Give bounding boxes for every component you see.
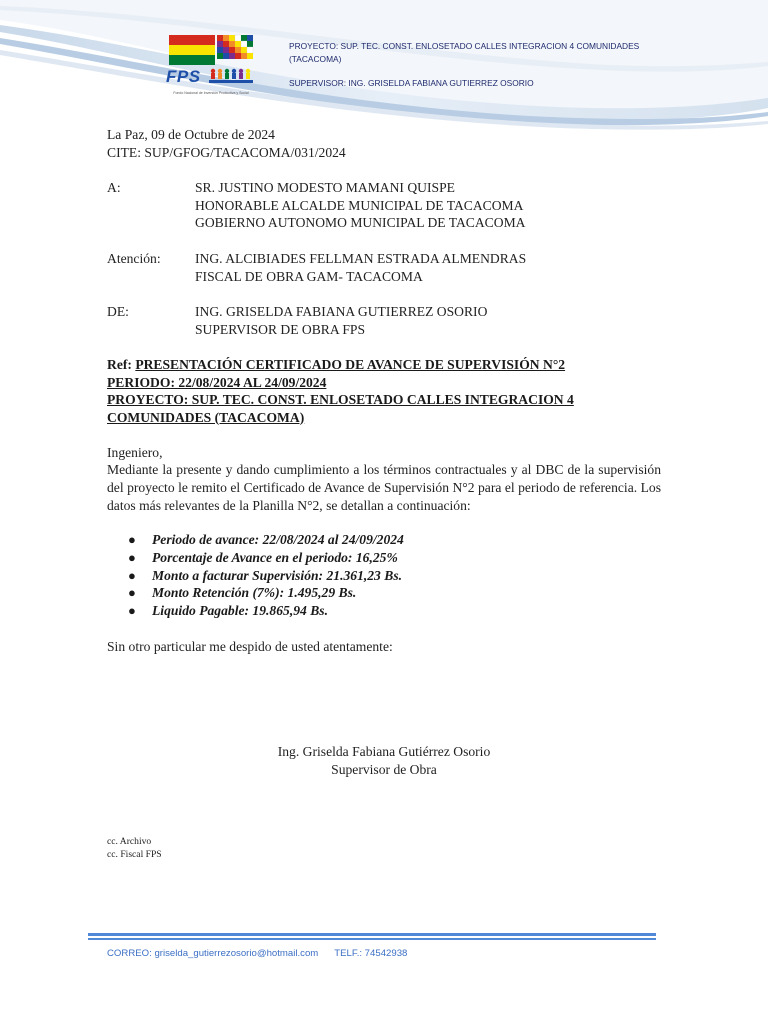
- bullet-text: Monto Retención (7%): 1.495,29 Bs.: [152, 585, 357, 601]
- bullet-text: Liquido Pagable: 19.865,94 Bs.: [152, 603, 328, 619]
- attention-label: Atención:: [107, 250, 161, 266]
- cc-archive: cc. Archivo: [107, 836, 152, 847]
- bullet-icon: ●: [128, 567, 136, 583]
- header-supervisor-line: SUPERVISOR: ING. GRISELDA FABIANA GUTIERREZ OSORIO: [289, 78, 534, 88]
- header-project-line: PROYECTO: SUP. TEC. CONST. ENLOSETADO CALLES INTEGRACION 4 COMUNIDADES (TACACOMA): [289, 41, 640, 64]
- summary-bullet-list: [126, 531, 404, 620]
- list-item: [126, 584, 404, 602]
- bullet-icon: ●: [128, 532, 136, 547]
- bullet-icon: ●: [128, 549, 136, 565]
- cc-fiscal: cc. Fiscal FPS: [107, 848, 162, 860]
- cite-line: CITE: SUP/GFOG/TACACOMA/031/2024: [107, 145, 346, 160]
- signature-name: Ing. Griselda Fabiana Gutiérrez Osorio: [277, 744, 491, 759]
- footer-rule-top: [88, 933, 656, 936]
- reference-prefix: Ref:: [107, 357, 136, 372]
- bullet-icon: ●: [128, 603, 136, 619]
- signature-title: Supervisor de Obra: [331, 762, 437, 777]
- list-item: [126, 549, 404, 567]
- attention-name: ING. ALCIBIADES FELLMAN ESTRADA ALMENDRAS: [195, 250, 527, 266]
- closing-line: Sin otro particular me despido de usted atentamente:: [107, 639, 393, 654]
- bullet-icon: ●: [128, 585, 136, 601]
- footer-email: CORREO: griselda_gutierrezosorio@hotmail.com: [107, 948, 319, 959]
- attention-title: FISCAL DE OBRA GAM- TACACOMA: [195, 268, 423, 284]
- fps-logo: [163, 33, 259, 99]
- list-item: [126, 567, 404, 585]
- body-paragraph: Mediante la presente y dando cumplimiento a los términos contractuales y al DBC de la supervisión del proyecto le remito el Certificado de Avance de Supervisión N°2 para el periodo de referencia. Los datos más relevantes de la Planilla N°2, se detallan a continuación:: [107, 462, 661, 513]
- recipient-label: A:: [107, 180, 121, 195]
- logo-subtext: Fondo Nacional de Inversión Productiva y Social: [173, 91, 249, 95]
- recipient-name: SR. JUSTINO MODESTO MAMANI QUISPE: [195, 180, 455, 195]
- bullet-text: Monto a facturar Supervisión: 21.361,23 Bs.: [152, 567, 403, 583]
- salutation: Ingeniero,: [107, 445, 163, 460]
- reference-block: [107, 356, 667, 426]
- list-item: [126, 602, 404, 620]
- footer-phone: TELF.: 74542938: [334, 948, 408, 959]
- sender-label: DE:: [107, 304, 129, 319]
- bullet-text: Porcentaje de Avance en el periodo: 16,25%: [152, 549, 398, 565]
- recipient-title: HONORABLE ALCALDE MUNICIPAL DE TACACOMA: [195, 197, 524, 213]
- sender-name: ING. GRISELDA FABIANA GUTIERREZ OSORIO: [195, 304, 488, 319]
- footer-rule-bottom: [88, 938, 656, 940]
- footer-contact: [107, 948, 407, 959]
- recipient-organization: GOBIERNO AUTONOMO MUNICIPAL DE TACACOMA: [195, 215, 526, 230]
- date-line: La Paz, 09 de Octubre de 2024: [107, 127, 275, 142]
- reference-title: PRESENTACIÓN CERTIFICADO DE AVANCE DE SUPERVISIÓN N°2: [135, 357, 566, 372]
- logo-wordmark: FPS: [166, 67, 201, 86]
- bullet-text: Periodo de avance: 22/08/2024 al 24/09/2024: [152, 532, 404, 547]
- reference-period: PERIODO: 22/08/2024 AL 24/09/2024: [107, 374, 327, 390]
- list-item: [126, 531, 404, 549]
- people-figures-icon: [211, 69, 250, 79]
- flag-icon: [163, 33, 259, 99]
- reference-project: PROYECTO: SUP. TEC. CONST. ENLOSETADO CALLES INTEGRACION 4 COMUNIDADES (TACACOMA): [107, 392, 574, 425]
- sender-title: SUPERVISOR DE OBRA FPS: [195, 322, 366, 337]
